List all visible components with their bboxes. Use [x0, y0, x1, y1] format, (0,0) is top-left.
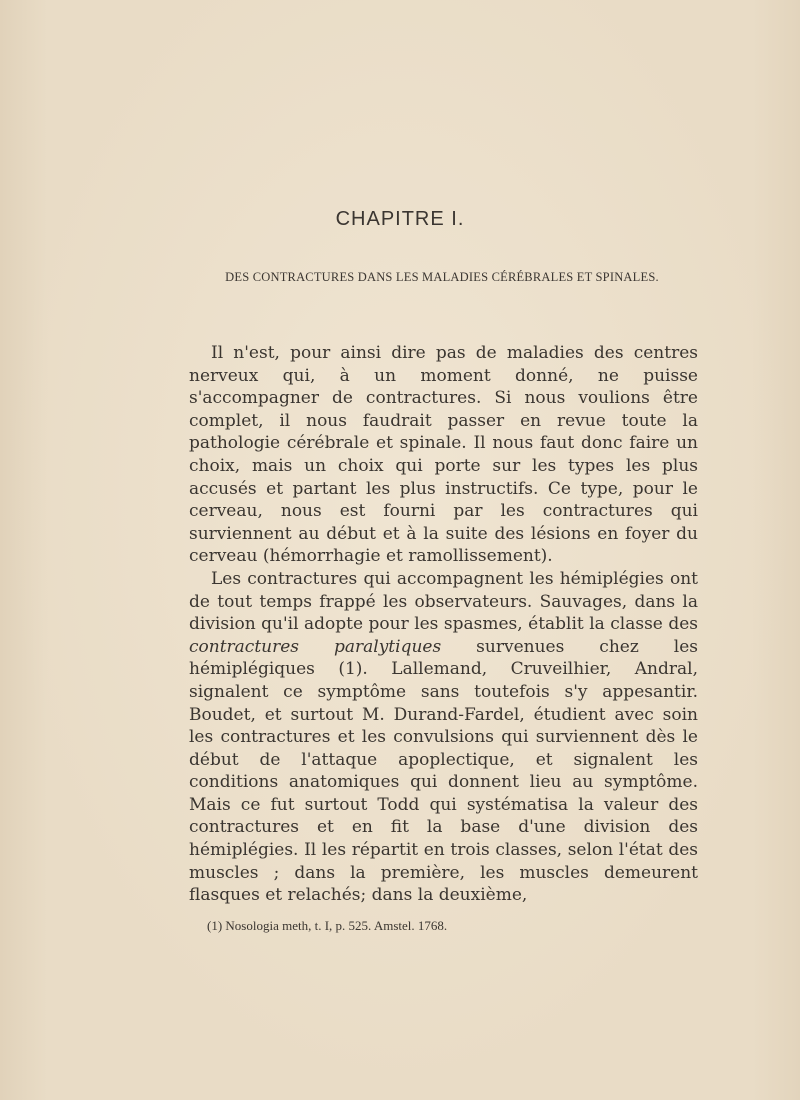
paragraph-1: Il n'est, pour ainsi dire pas de maladies des centres nerveux qui, à un moment donné, ne puisse s'accompagner de contractures. Si nous voulions être complet, il nous faudrait passer en revue toute la pathologie cérébrale et spinale. Il nous faut donc faire un choix, mais un choix qui porte sur les types les plus accusés et partant les plus instructifs. Ce type, pour le cerveau, nous est fourni par les contractures qui surviennent au début et à la suite des lésions en foyer du cerveau (hémorrhagie et ramollissement). [189, 343, 698, 567]
paragraph-2-part-b: survenues chez les hémiplégiques (1). Lallemand, Cruveilhier, Andral, signalent ce symptôme sans toutefois s'y appesantir. Boudet, et surtout M. Durand-Fardel, étudient avec soin les contractures et les convulsions qui surviennent dès le début de l'attaque apoplectique, et signalent les conditions anatomiques qui donnent lieu au symptôme. Mais ce fut surtout Todd qui systématisa la valeur des contractures et en fit la base d'une division des hémiplégies. Il les répartit en trois classes, selon l'état des muscles ; dans la première, les muscles demeurent flasques et relachés; dans la deuxième, [189, 636, 698, 906]
chapter-subtitle: DES CONTRACTURES DANS LES MALADIES CÉRÉBRALES ET SPINALES. [225, 270, 659, 284]
paragraph-2-part-a: Les contractures qui accompagnent les hémiplégies ont de tout temps frappé les observateurs. Sauvages, dans la division qu'il adopte pour les spasmes, établit la classe des [189, 568, 698, 635]
chapter-title: CHAPITRE I. [335, 208, 465, 230]
paragraph-2-emphasis: contractures paralytiques [189, 636, 442, 657]
body-text [189, 342, 698, 907]
footnote: (1) Nosologia meth, t. I, p. 525. Amstel. 1768. [207, 918, 448, 933]
paragraph-2 [189, 568, 698, 907]
